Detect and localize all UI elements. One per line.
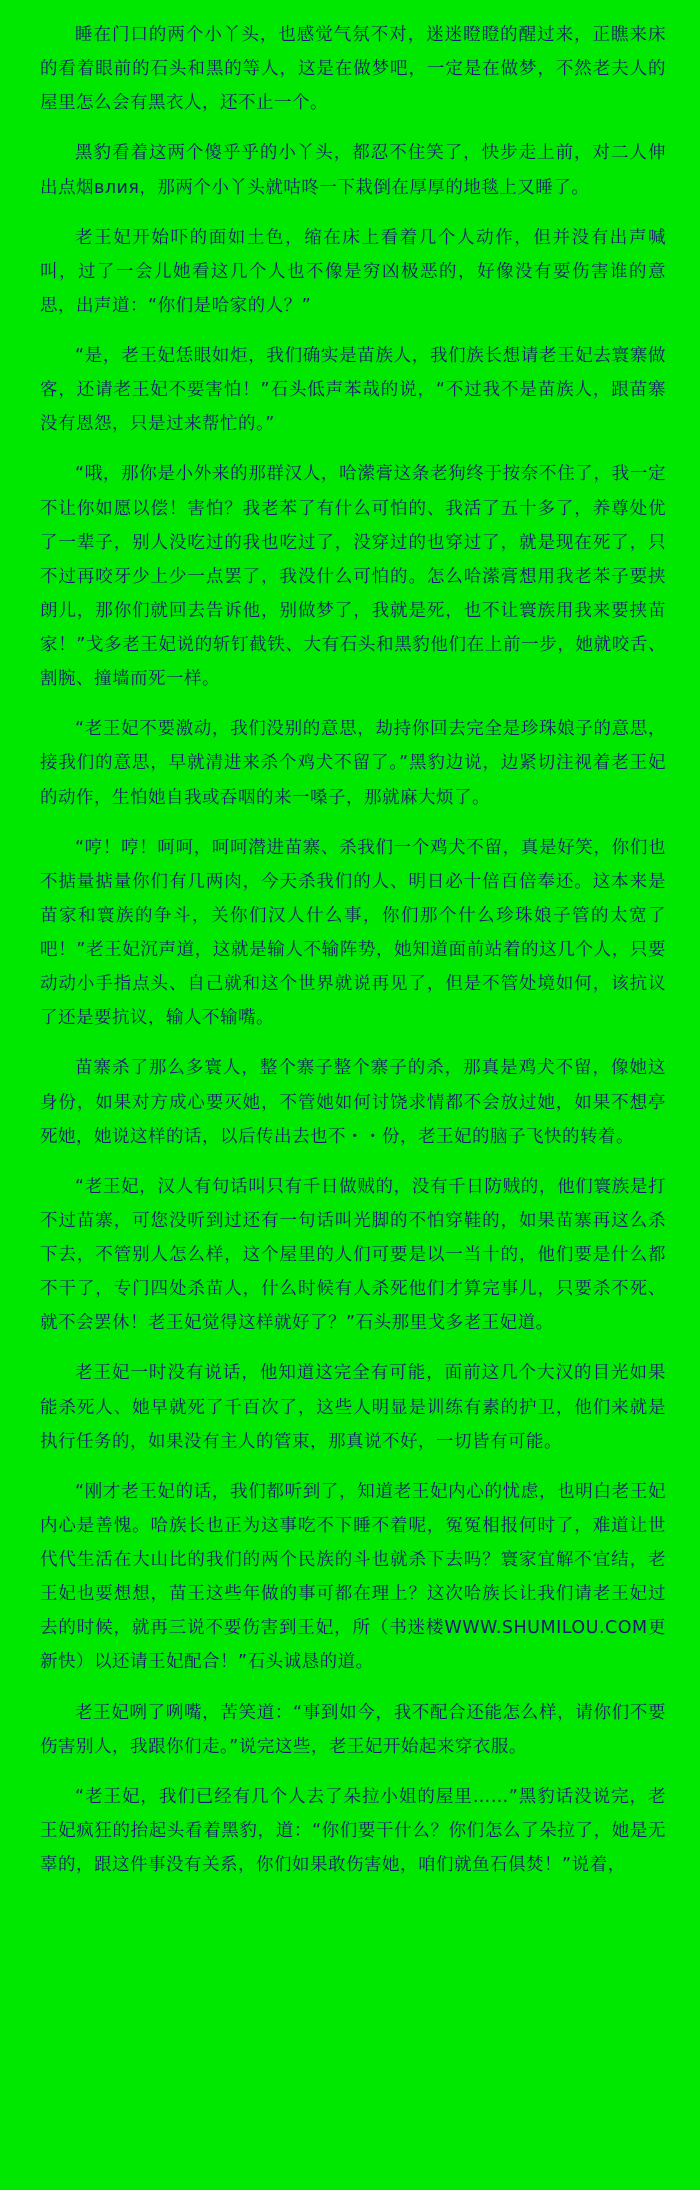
paragraph: 老王妃开始吓的面如土色，缩在床上看着几个人动作，但并没有出声喊叫，过了一会儿她看这几个人也不像是穷凶极恶的，好像没有要伤害谁的意思，出声道：“你们是哈家的人？” — [40, 227, 666, 316]
paragraph: “老王妃不要激动，我们没别的意思，劫持你回去完全是珍珠娘子的意思，接我们的意思，早就清进来杀个鸡犬不留了。”黑豹边说，边紧切注视着老王妃的动作，生怕她自我或吞咽的来一嗓子，那就麻大烦了。 — [40, 719, 666, 808]
paragraph: 睡在门口的两个小丫头，也感觉气氛不对，迷迷瞪瞪的醒过来，正瞧来床的看着眼前的石头和黑的等人，这是在做梦吧，一定是在做梦，不然老夫人的屋里怎么会有黑衣人，还不止一个。 — [40, 25, 666, 114]
paragraph: “哦，那你是小外来的那群汉人，哈潆膏这条老狗终于按奈不住了，我一定不让你如愿以偿！害怕？我老苯了有什么可怕的、我活了五十多了，养尊处优了一辈子，别人没吃过的我也吃过了，没穿过的也穿过了，就是现在死了，只不过再咬牙少上少一点罢了，我没什么可怕的。怎么哈潆膏想用我老苯子要挟朗儿，那你们就回去告诉他，别做梦了，我就是死，也不让寰族用我来要挟苗家！”戈多老王妃说的斩钉截铁、大有石头和黑豹他们在上前一步，她就咬舌、割腕、撞墙而死一样。 — [40, 464, 666, 690]
paragraph: “哼！哼！呵呵，呵呵潜进苗寨、杀我们一个鸡犬不留，真是好笑，你们也不掂量掂量你们有几两肉，今天杀我们的人、明日必十倍百倍奉还。这本来是苗家和寰族的争斗，关你们汉人什么事，你们那个什么珍珠娘子管的太宽了吧！”老王妃沉声道，这就是输人不输阵势，她知道面前站着的这几个人，只要动动小手指点头、自己就和这个世界就说再见了，但是不管处境如何，该抗议了还是要抗议，输人不输嘴。 — [40, 837, 666, 1029]
paragraph: “是，老王妃恁眼如炬，我们确实是苗族人，我们族长想请老王妃去寰寨做客，还请老王妃不要害怕！”石头低声苯哉的说，“不过我不是苗族人，跟苗寨没有恩怨，只是过来帮忙的。” — [40, 346, 666, 435]
paragraph: “老王妃，汉人有句话叫只有千日做贼的，没有千日防贼的，他们寰族是打不过苗寨，可您没听到过还有一句话叫光脚的不怕穿鞋的，如果苗寨再这么杀下去，不管别人怎么样，这个屋里的人们可要是以一当十的，他们要是什么都不干了，专门四处杀苗人，什么时候有人杀死他们才算完事儿，只要杀不死、就不会罢休！老王妃觉得这样就好了？”石头那里戈多老王妃道。 — [40, 1176, 666, 1334]
paragraph: 老王妃咧了咧嘴，苦笑道：“事到如今，我不配合还能怎么样，请你们不要伤害别人，我跟你们走。”说完这些，老王妃开始起来穿衣服。 — [40, 1702, 666, 1757]
paragraph: “刚才老王妃的话，我们都听到了，知道老王妃内心的忧虑，也明白老王妃内心是善愧。哈族长也正为这事吃不下睡不着呢，冤冤相报何时了，难道让世代代生活在大山比的我们的两个民族的斗也就杀下去吗？寰家宜解不宜结，老王妃也要想想，苗王这些年做的事可都在理上？这次哈族长让我们请老王妃过去的时候，就再三说不要伤害到王妃，所（书迷楼WWW.SHUMILOU.COM更新快）以还请王妃配合！”石头诚恳的道。 — [40, 1481, 666, 1673]
paragraph: “老王妃，我们已经有几个人去了朵拉小姐的屋里……”黑豹话没说完，老王妃疯狂的抬起头看着黑豹，道：“你们要干什么？你们怎么了朵拉了，她是无辜的，跟这件事没有关系，你们如果敢伤害她，咱们就鱼石俱焚！”说着， — [40, 1786, 666, 1875]
paragraph: 老王妃一时没有说话，他知道这完全有可能，面前这几个大汉的目光如果能杀死人、她早就死了千百次了，这些人明显是训练有素的护卫，他们来就是执行任务的，如果没有主人的管束，那真说不好，一切皆有可能。 — [40, 1363, 666, 1452]
paragraph: 黑豹看着这两个傻乎乎的小丫头，都忍不住笑了，快步走上前，对二人伸出点烟влия，那两个小丫头就咕咚一下栽倒在厚厚的地毯上又睡了。 — [40, 143, 666, 198]
paragraph: 苗寨杀了那么多寰人，整个寨子整个寨子的杀，那真是鸡犬不留，像她这身份，如果对方成心要灭她，不管她如何讨饶求情都不会放过她，如果不想亭死她，她说这样的话，以后传出去也不・・份，老王妃的脑子飞快的转着。 — [40, 1058, 666, 1147]
